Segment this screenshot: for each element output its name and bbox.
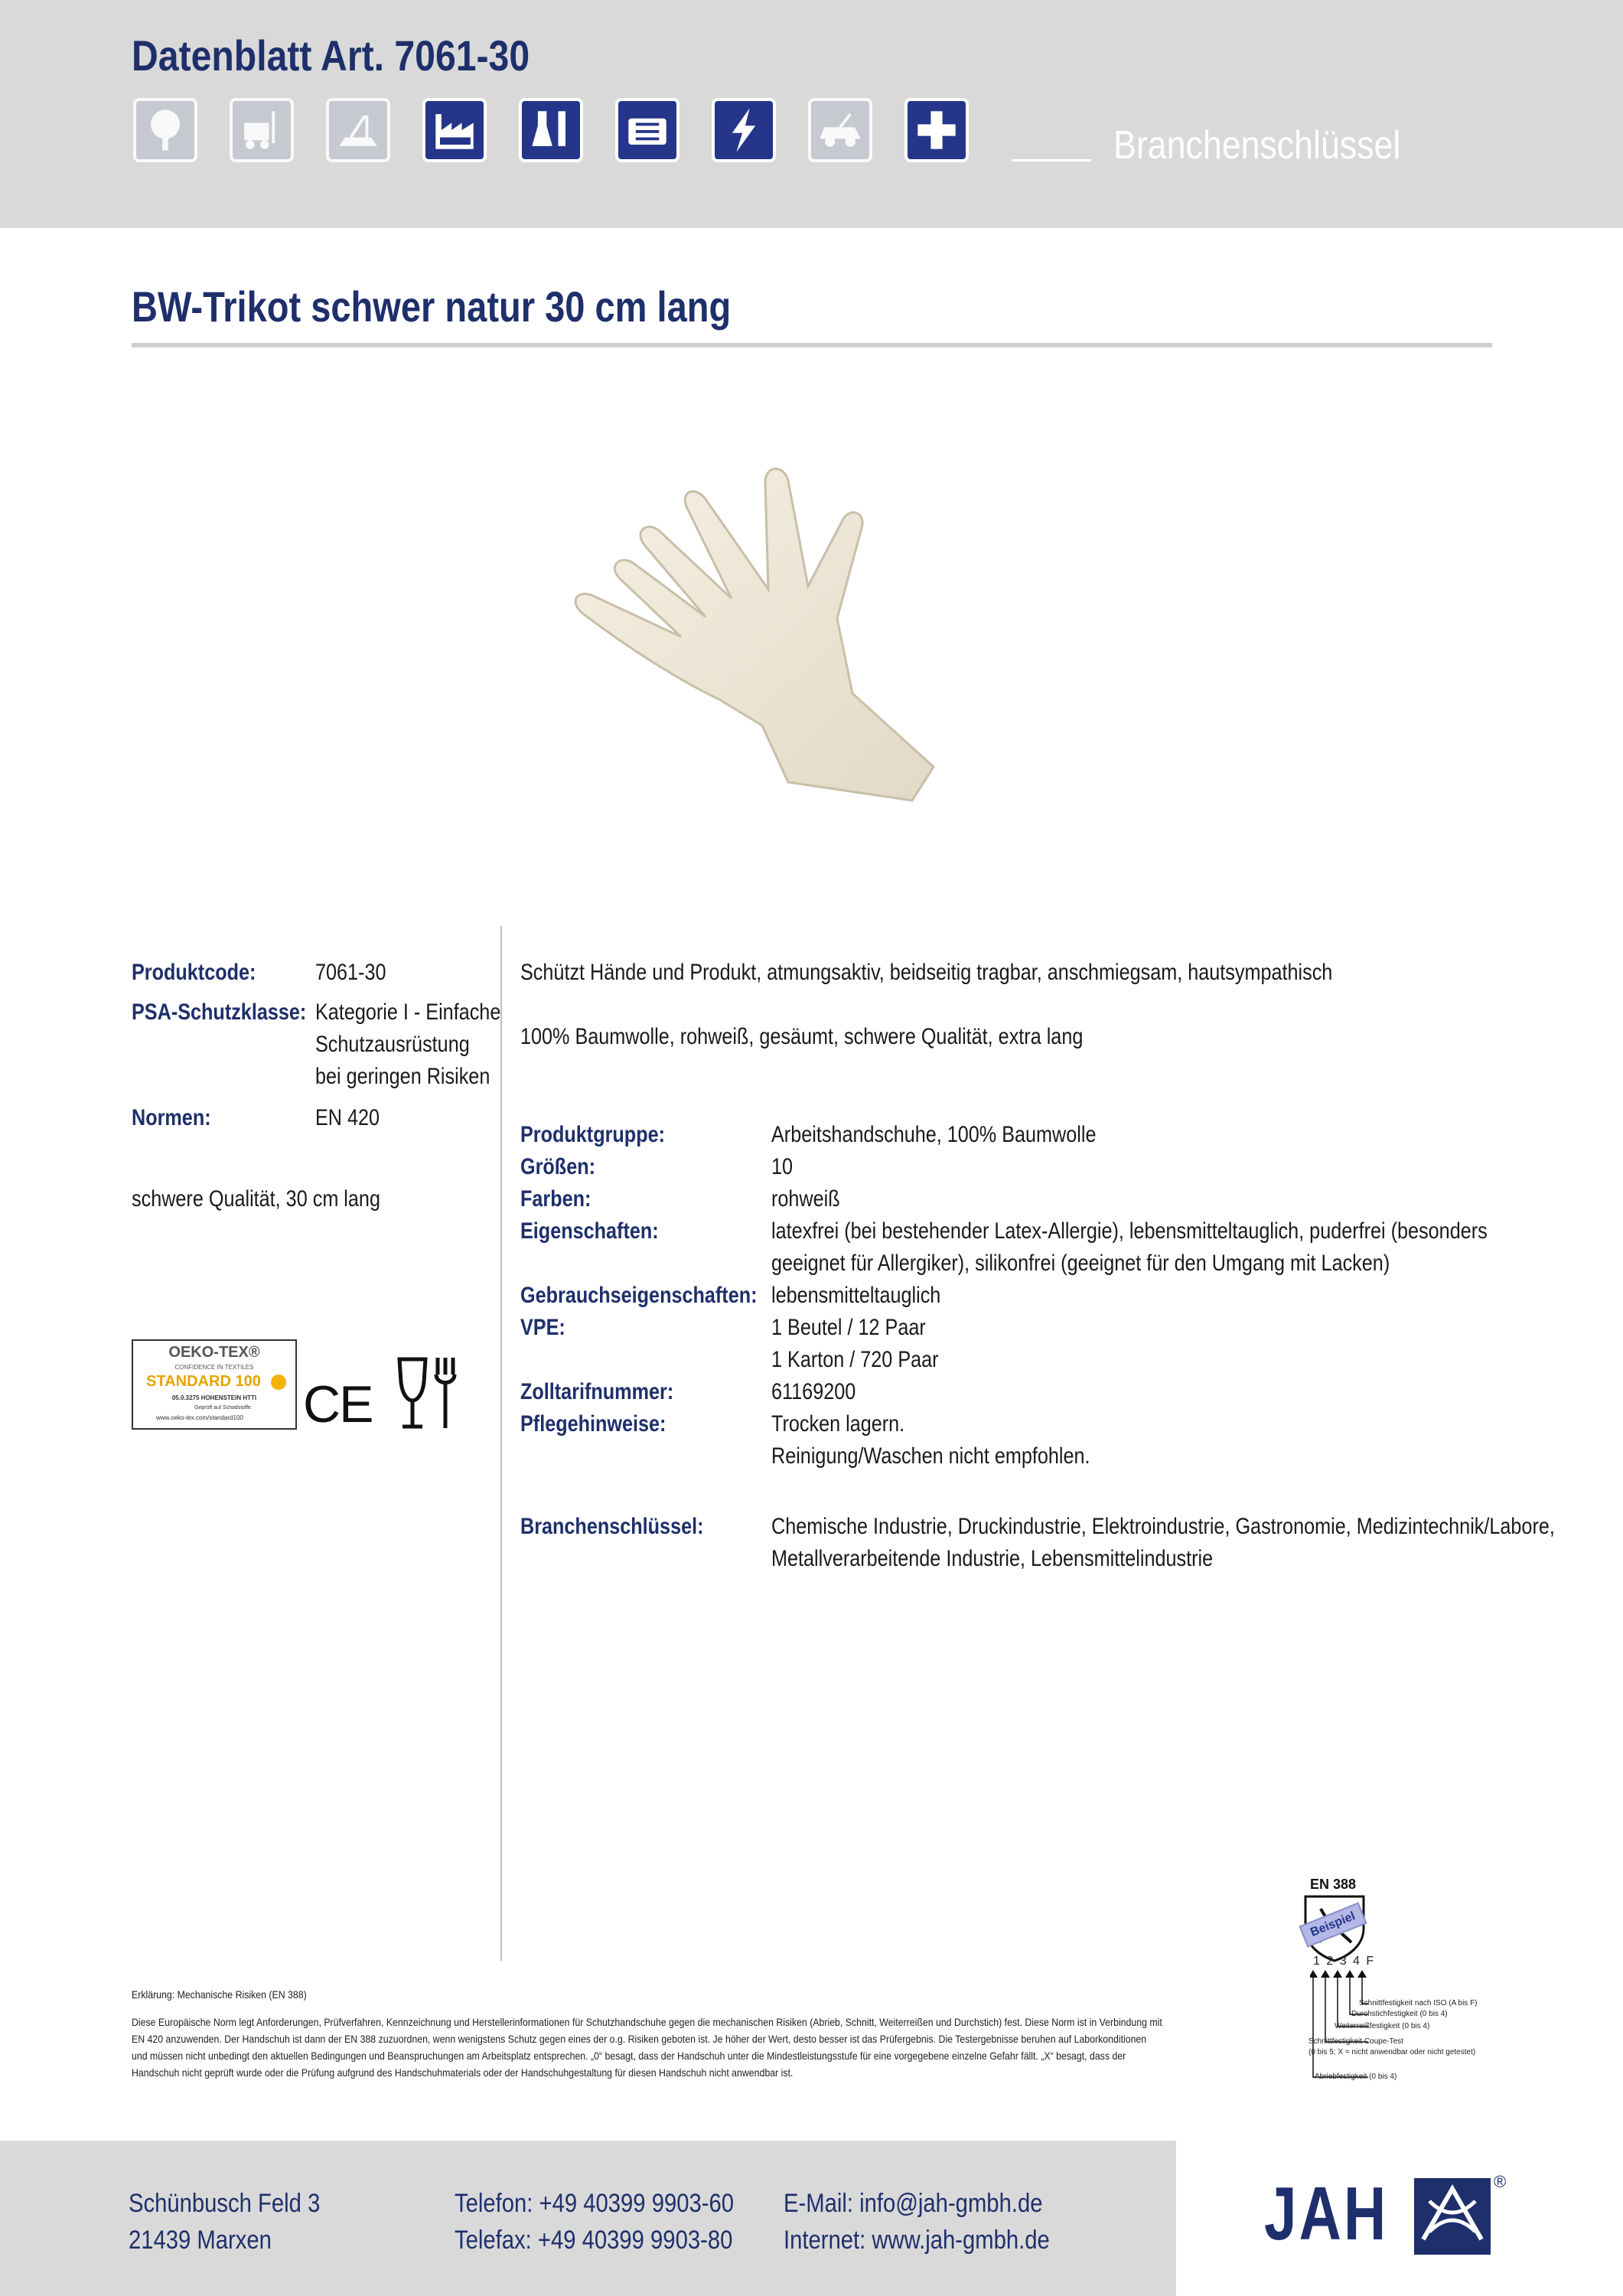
quality-note: schwere Qualität, 30 cm lang bbox=[132, 1186, 380, 1212]
car-icon bbox=[808, 98, 872, 162]
footnote-line-2: EN 420 anzuwenden. Der Handschuh ist dann der EN 388 zuzuordnen, wenn wenigstens Schutz gegen eines der o.g. Risiken geboten ist. Je höher der Wert, desto besser ist das Prüfergebnis. Die Testergebnisse beruhen auf Laborkonditionen bbox=[132, 2033, 1147, 2045]
oekotex-tested: Geprüft auf Schadstoffe. bbox=[194, 1405, 253, 1411]
product-title: BW-Trikot schwer natur 30 cm lang bbox=[132, 282, 732, 331]
oekotex-label bbox=[132, 1339, 297, 1430]
forklift-icon bbox=[230, 98, 294, 162]
branchen-header-label: Branchenschlüssel bbox=[1113, 123, 1401, 168]
pflege-value-line-1: Trocken lagern. bbox=[771, 1411, 905, 1437]
gebrauch-label: Gebrauchseigenschaften: bbox=[520, 1283, 758, 1308]
normen-label: Normen: bbox=[132, 1105, 211, 1130]
pflege-value-line-2: Reinigung/Waschen nicht empfohlen. bbox=[771, 1443, 1090, 1469]
oekotex-url: www.oeko-tex.com/standard100 bbox=[156, 1414, 243, 1421]
en388-legend-3: Weiterreißfestigkeit (0 bis 4) bbox=[1335, 2022, 1430, 2030]
psa-label: PSA-Schutzklasse: bbox=[132, 1000, 307, 1025]
vpe-label: VPE: bbox=[520, 1315, 565, 1340]
eigenschaften-value-line-1: latexfrei (bei bestehender Latex-Allergie), lebensmitteltauglich, puderfrei (besonders bbox=[771, 1218, 1488, 1244]
produktgruppe-value: Arbeitshandschuhe, 100% Baumwolle bbox=[771, 1122, 1097, 1147]
pflege-label: Pflegehinweise: bbox=[520, 1411, 666, 1437]
tree-icon bbox=[133, 98, 197, 162]
en388-digits: 1 2 3 4 F bbox=[1313, 1955, 1376, 1968]
branchen-rule bbox=[1012, 159, 1091, 161]
en388-legend-1: Schnittfestigkeit nach ISO (A bis F) bbox=[1359, 1999, 1478, 2007]
address-line-1: Schünbusch Feld 3 bbox=[129, 2189, 321, 2218]
ce-mark: CE bbox=[303, 1375, 373, 1433]
en388-legend-6: Abriebfestigkeit (0 bis 4) bbox=[1315, 2073, 1397, 2081]
vpe-value-line-1: 1 Beutel / 12 Paar bbox=[771, 1315, 926, 1340]
sun-icon bbox=[271, 1375, 286, 1390]
food-safe-icon bbox=[393, 1355, 464, 1433]
title-divider bbox=[132, 343, 1492, 347]
zolltarif-value: 61169200 bbox=[771, 1379, 856, 1404]
column-divider bbox=[500, 926, 502, 1961]
branchen-value-line-1: Chemische Industrie, Druckindustrie, Elektroindustrie, Gastronomie, Medizintechnik/Labore, bbox=[771, 1514, 1555, 1539]
produktgruppe-label: Produktgruppe: bbox=[520, 1122, 665, 1147]
fax-line: Telefax: +49 40399 9903-80 bbox=[455, 2226, 733, 2255]
footnote-line-3: und müssen nicht unbedingt den aktuellen Bedingungen und Beanspruchungen am Arbeitsplatz entsprechen. „0“ besagt, dass der Handschuh unter die Mindestleistungsstufe für eine vorgegebene einzelne Gefahr fällt. „X“ besagt, dass der bbox=[132, 2050, 1126, 2062]
intro-line-2: 100% Baumwolle, rohweiß, gesäumt, schwere Qualität, extra lang bbox=[520, 1024, 1084, 1049]
normen-value: EN 420 bbox=[315, 1105, 380, 1130]
branchen-value-line-2: Metallverarbeitende Industrie, Lebensmittelindustrie bbox=[771, 1546, 1214, 1571]
psa-value-line-1: Kategorie I - Einfache bbox=[315, 1000, 501, 1025]
address-line-2: 21439 Marxen bbox=[129, 2226, 272, 2255]
produktcode-label: Produktcode: bbox=[132, 960, 256, 985]
registered-mark: ® bbox=[1494, 2172, 1507, 2191]
zolltarif-label: Zolltarifnummer: bbox=[520, 1379, 674, 1404]
en388-title: EN 388 bbox=[1309, 1877, 1357, 1892]
psa-value-line-2: Schutzausrüstung bbox=[315, 1032, 470, 1057]
medical-cross-icon bbox=[904, 98, 969, 162]
footnote-line-1: Diese Europäische Norm legt Anforderungen, Prüfverfahren, Kennzeichnung und Herstellerinformationen für Schutzhandschuhe gegen die mechanischen Risiken (Abrieb, Schnitt, Weiterreißen und Durchstich) fest. Diese Norm ist in Verbindung mit bbox=[132, 2016, 1162, 2028]
oekotex-subtitle: CONFIDENCE IN TEXTILES bbox=[174, 1364, 254, 1371]
jah-logo-text: JAH bbox=[1264, 2171, 1389, 2255]
groessen-value: 10 bbox=[771, 1154, 794, 1179]
psa-value-line-3: bei geringen Risiken bbox=[315, 1064, 490, 1089]
farben-label: Farben: bbox=[520, 1186, 592, 1212]
website-line: Internet: www.jah-gmbh.de bbox=[784, 2226, 1050, 2255]
printer-icon bbox=[615, 98, 680, 162]
document-title: Datenblatt Art. 7061-30 bbox=[132, 31, 530, 80]
en388-legend-4: Schnittfestigkeit Coupe-Test bbox=[1309, 2037, 1403, 2046]
gebrauch-value: lebensmitteltauglich bbox=[771, 1283, 941, 1308]
intro-line-1: Schützt Hände und Produkt, atmungsaktiv, beidseitig tragbar, anschmiegsam, hautsympathisch bbox=[520, 960, 1333, 985]
oekotex-number: 05.0.3275 HOHENSTEIN HTTI bbox=[171, 1394, 257, 1401]
beispiel-badge: Beispiel bbox=[1299, 1902, 1367, 1947]
eigenschaften-value-line-2: geeignet für Allergiker), silikonfrei (geeignet für den Umgang mit Lacken) bbox=[771, 1251, 1390, 1276]
factory-icon bbox=[422, 98, 487, 162]
vpe-value-line-2: 1 Karton / 720 Paar bbox=[771, 1347, 939, 1372]
footnote-heading: Erklärung: Mechanische Risiken (EN 388) bbox=[132, 1988, 307, 2001]
flask-icon bbox=[519, 98, 583, 162]
eigenschaften-label: Eigenschaften: bbox=[520, 1218, 659, 1244]
phone-line: Telefon: +49 40399 9903-60 bbox=[455, 2189, 735, 2218]
lightning-icon bbox=[712, 98, 776, 162]
footnote-line-4: Handschuh nicht geprüft wurde oder die Prüfung aufgrund des Handschuhmaterials oder der Handschuhgestaltung für diesen Handschuh nicht anwendbar ist. bbox=[132, 2066, 794, 2079]
oekotex-standard: STANDARD 100 bbox=[146, 1373, 261, 1390]
en388-legend-5: (0 bis 5; X = nicht anwendbar oder nicht getestet) bbox=[1309, 2048, 1476, 2056]
branchen-label: Branchenschlüssel: bbox=[520, 1514, 704, 1539]
oekotex-title: OEKO-TEX® bbox=[168, 1344, 260, 1361]
glove-image bbox=[536, 436, 1071, 819]
produktcode-value: 7061-30 bbox=[315, 960, 386, 985]
crane-icon bbox=[326, 98, 390, 162]
email-line: E-Mail: info@jah-gmbh.de bbox=[784, 2189, 1043, 2218]
farben-value: rohweiß bbox=[771, 1186, 840, 1212]
jah-logo-mark bbox=[1414, 2178, 1491, 2255]
en388-legend-2: Durchstichfestigkeit (0 bis 4) bbox=[1351, 2010, 1448, 2018]
groessen-label: Größen: bbox=[520, 1154, 596, 1179]
